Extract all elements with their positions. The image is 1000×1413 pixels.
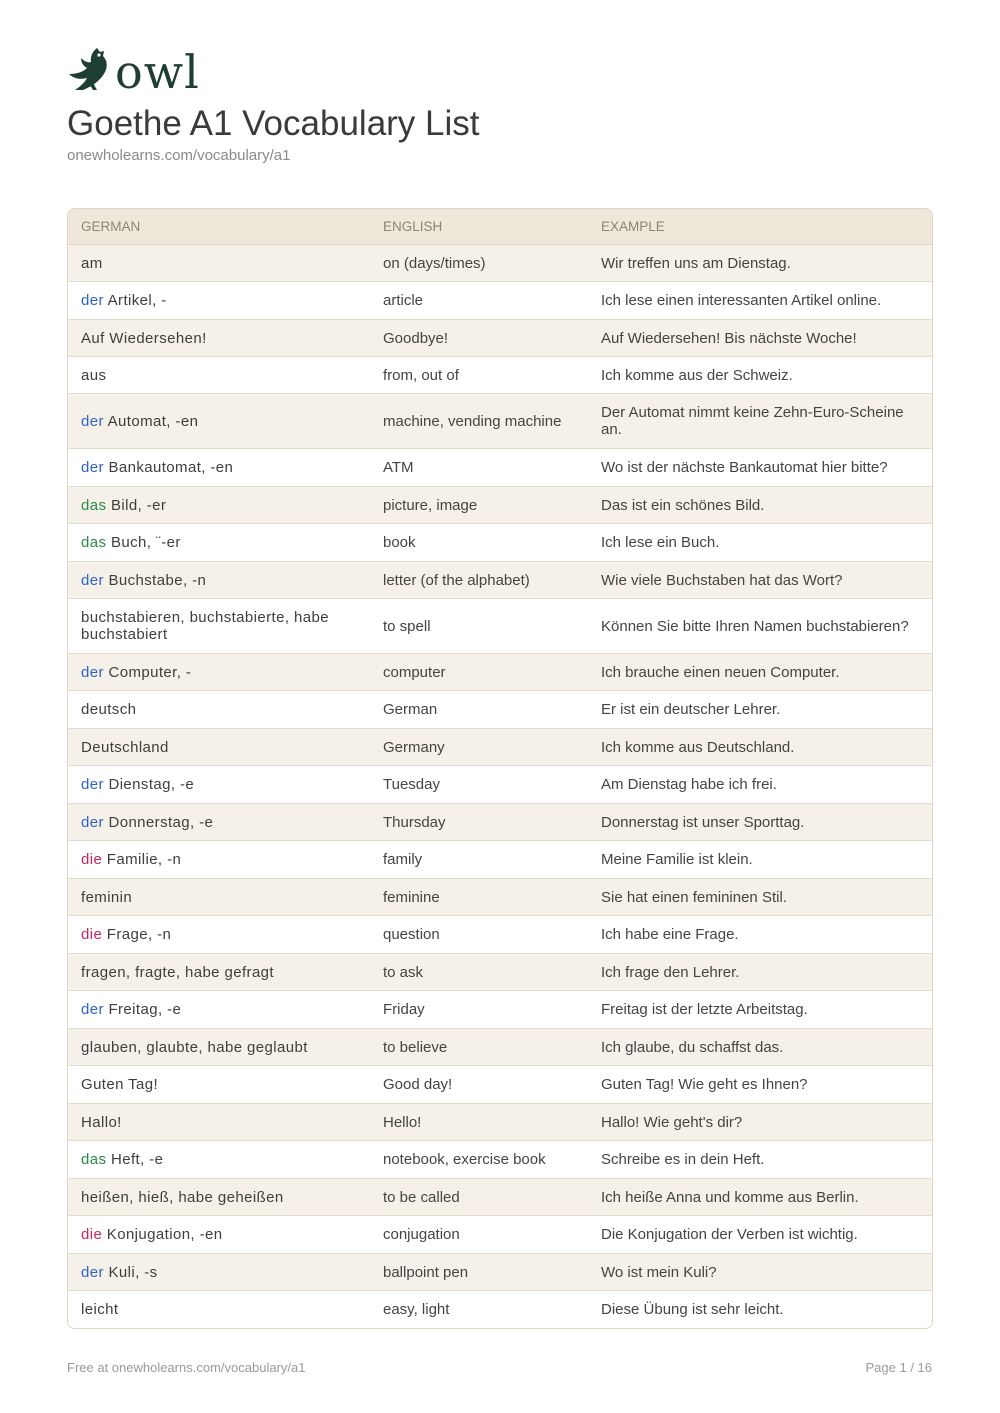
german-cell xyxy=(68,449,370,487)
table-header-row xyxy=(68,209,932,245)
german-word: Guten Tag! xyxy=(81,1076,159,1093)
german-word: buchstabieren, buchstabierte, habe buchstabiert xyxy=(81,609,329,643)
german-cell xyxy=(68,991,370,1029)
german-word: Bankautomat, -en xyxy=(108,459,234,476)
table-row xyxy=(68,1291,932,1328)
english-cell: Thursday xyxy=(370,804,588,841)
page-number: Page 1 / 16 xyxy=(865,1360,932,1375)
german-word: Donnerstag, -e xyxy=(108,813,214,831)
german-cell xyxy=(68,1029,370,1066)
table-row xyxy=(68,449,932,487)
table-row xyxy=(68,954,932,991)
german-word: leicht xyxy=(81,1300,119,1318)
article-der: der xyxy=(81,663,104,681)
english-cell: Tuesday xyxy=(370,766,588,804)
table-row xyxy=(68,766,932,804)
german-cell xyxy=(68,1216,370,1254)
table-row xyxy=(68,729,932,766)
table-row xyxy=(68,841,932,879)
table-row xyxy=(68,654,932,691)
table-row xyxy=(68,1141,932,1179)
article-der: der xyxy=(81,571,104,589)
example-cell: Ich glaube, du schaffst das. xyxy=(588,1029,932,1066)
header-example: EXAMPLE xyxy=(588,209,932,245)
german-cell xyxy=(68,562,370,599)
article-die: die xyxy=(81,926,103,943)
article-der: der xyxy=(81,813,104,831)
table-row xyxy=(68,357,932,394)
german-cell xyxy=(68,804,370,841)
table-row xyxy=(68,1216,932,1254)
german-cell xyxy=(68,524,370,562)
page-subtitle: onewholearns.com/vocabulary/a1 xyxy=(67,147,291,164)
english-cell: to be called xyxy=(370,1179,588,1216)
english-cell: machine, vending machine xyxy=(370,394,588,449)
english-cell: Friday xyxy=(370,991,588,1029)
table-row xyxy=(68,524,932,562)
table-row xyxy=(68,320,932,357)
english-cell: German xyxy=(370,691,588,729)
english-cell: to spell xyxy=(370,599,588,654)
german-cell xyxy=(68,599,370,654)
example-cell: Schreibe es in dein Heft. xyxy=(588,1141,932,1179)
german-cell xyxy=(68,654,370,691)
example-cell: Wo ist der nächste Bankautomat hier bitte? xyxy=(588,449,932,487)
german-word: Konjugation, -en xyxy=(106,1226,223,1243)
example-cell: Der Automat nimmt keine Zehn-Euro-Scheine an. xyxy=(588,394,932,449)
article-der: der xyxy=(81,412,104,430)
table-row xyxy=(68,1029,932,1066)
example-cell: Ich brauche einen neuen Computer. xyxy=(588,654,932,691)
article-das: das xyxy=(81,1151,107,1168)
german-word: Auf Wiedersehen! xyxy=(81,329,207,347)
brand-name: owl xyxy=(115,45,200,99)
english-cell: question xyxy=(370,916,588,954)
table-row xyxy=(68,599,932,654)
vocabulary-table xyxy=(67,208,933,1329)
german-cell xyxy=(68,879,370,916)
english-cell: Germany xyxy=(370,729,588,766)
english-cell: from, out of xyxy=(370,357,588,394)
german-word: aus xyxy=(81,366,107,384)
example-cell: Freitag ist der letzte Arbeitstag. xyxy=(588,991,932,1029)
german-word: Automat, -en xyxy=(107,412,199,430)
article-die: die xyxy=(81,851,103,868)
example-cell: Das ist ein schönes Bild. xyxy=(588,487,932,524)
example-cell: Die Konjugation der Verben ist wichtig. xyxy=(588,1216,932,1254)
english-cell: letter (of the alphabet) xyxy=(370,562,588,599)
german-word: Familie, -n xyxy=(106,851,182,868)
german-word: Computer, - xyxy=(108,663,192,681)
english-cell: ballpoint pen xyxy=(370,1254,588,1291)
english-cell: feminine xyxy=(370,879,588,916)
article-die: die xyxy=(81,1226,103,1243)
example-cell: Wo ist mein Kuli? xyxy=(588,1254,932,1291)
article-das: das xyxy=(81,496,107,514)
article-der: der xyxy=(81,1001,104,1018)
german-cell xyxy=(68,1141,370,1179)
example-cell: Donnerstag ist unser Sporttag. xyxy=(588,804,932,841)
german-cell xyxy=(68,841,370,879)
owl-icon xyxy=(67,46,111,92)
table-row xyxy=(68,487,932,524)
example-cell: Guten Tag! Wie geht es Ihnen? xyxy=(588,1066,932,1104)
german-word: heißen, hieß, habe geheißen xyxy=(81,1188,284,1206)
german-cell xyxy=(68,1291,370,1328)
page-title: Goethe A1 Vocabulary List xyxy=(67,104,480,143)
example-cell: Können Sie bitte Ihren Namen buchstabieren? xyxy=(588,599,932,654)
german-word: fragen, fragte, habe gefragt xyxy=(81,963,274,981)
english-cell: to believe xyxy=(370,1029,588,1066)
german-word: Heft, -e xyxy=(110,1151,164,1168)
english-cell: book xyxy=(370,524,588,562)
german-cell xyxy=(68,1254,370,1291)
german-cell xyxy=(68,1104,370,1141)
table-row xyxy=(68,394,932,449)
example-cell: Am Dienstag habe ich frei. xyxy=(588,766,932,804)
german-cell xyxy=(68,766,370,804)
header-german: GERMAN xyxy=(68,209,370,245)
german-cell xyxy=(68,729,370,766)
english-cell: to ask xyxy=(370,954,588,991)
english-cell: picture, image xyxy=(370,487,588,524)
article-der: der xyxy=(81,292,104,309)
table-row xyxy=(68,916,932,954)
german-cell xyxy=(68,245,370,282)
german-word: Buch, ¨-er xyxy=(110,534,181,551)
english-cell: Good day! xyxy=(370,1066,588,1104)
german-word: am xyxy=(81,254,103,272)
german-word: Buchstabe, -n xyxy=(108,571,207,589)
german-word: feminin xyxy=(81,888,133,906)
german-cell xyxy=(68,487,370,524)
table-row xyxy=(68,1104,932,1141)
german-cell xyxy=(68,954,370,991)
example-cell: Ich lese ein Buch. xyxy=(588,524,932,562)
english-cell: conjugation xyxy=(370,1216,588,1254)
table-row xyxy=(68,562,932,599)
table-row xyxy=(68,245,932,282)
example-cell: Wir treffen uns am Dienstag. xyxy=(588,245,932,282)
article-der: der xyxy=(81,1263,104,1281)
example-cell: Sie hat einen femininen Stil. xyxy=(588,879,932,916)
english-cell: notebook, exercise book xyxy=(370,1141,588,1179)
german-cell xyxy=(68,1066,370,1104)
header-english: ENGLISH xyxy=(370,209,588,245)
german-cell xyxy=(68,320,370,357)
english-cell: Hello! xyxy=(370,1104,588,1141)
german-cell xyxy=(68,357,370,394)
german-cell xyxy=(68,916,370,954)
example-cell: Wie viele Buchstaben hat das Wort? xyxy=(588,562,932,599)
table-row xyxy=(68,879,932,916)
english-cell: Goodbye! xyxy=(370,320,588,357)
example-cell: Ich komme aus Deutschland. xyxy=(588,729,932,766)
english-cell: on (days/times) xyxy=(370,245,588,282)
german-word: Freitag, -e xyxy=(108,1001,182,1018)
example-cell: Hallo! Wie geht's dir? xyxy=(588,1104,932,1141)
english-cell: computer xyxy=(370,654,588,691)
example-cell: Ich heiße Anna und komme aus Berlin. xyxy=(588,1179,932,1216)
german-word: glauben, glaubte, habe geglaubt xyxy=(81,1038,308,1056)
german-cell xyxy=(68,1179,370,1216)
article-der: der xyxy=(81,459,104,476)
footer-link: Free at onewholearns.com/vocabulary/a1 xyxy=(67,1360,306,1375)
example-cell: Er ist ein deutscher Lehrer. xyxy=(588,691,932,729)
table-row xyxy=(68,1179,932,1216)
german-cell xyxy=(68,282,370,320)
example-cell: Meine Familie ist klein. xyxy=(588,841,932,879)
german-word: Hallo! xyxy=(81,1113,122,1131)
german-word: Kuli, -s xyxy=(108,1263,158,1281)
article-der: der xyxy=(81,776,104,793)
example-cell: Ich komme aus der Schweiz. xyxy=(588,357,932,394)
english-cell: family xyxy=(370,841,588,879)
english-cell: article xyxy=(370,282,588,320)
english-cell: ATM xyxy=(370,449,588,487)
german-word: Artikel, - xyxy=(107,292,167,309)
german-word: Deutschland xyxy=(81,738,169,756)
brand-logo xyxy=(67,44,200,99)
german-word: Dienstag, -e xyxy=(108,776,195,793)
table-row xyxy=(68,282,932,320)
german-cell xyxy=(68,691,370,729)
article-das: das xyxy=(81,534,107,551)
table-row xyxy=(68,1066,932,1104)
table-row xyxy=(68,991,932,1029)
german-cell xyxy=(68,394,370,449)
example-cell: Ich habe eine Frage. xyxy=(588,916,932,954)
german-word: deutsch xyxy=(81,701,137,718)
german-word: Frage, -n xyxy=(106,926,172,943)
example-cell: Ich frage den Lehrer. xyxy=(588,954,932,991)
example-cell: Ich lese einen interessanten Artikel online. xyxy=(588,282,932,320)
table-row xyxy=(68,691,932,729)
german-word: Bild, -er xyxy=(110,496,167,514)
table-row xyxy=(68,1254,932,1291)
table-row xyxy=(68,804,932,841)
example-cell: Diese Übung ist sehr leicht. xyxy=(588,1291,932,1328)
example-cell: Auf Wiedersehen! Bis nächste Woche! xyxy=(588,320,932,357)
english-cell: easy, light xyxy=(370,1291,588,1328)
